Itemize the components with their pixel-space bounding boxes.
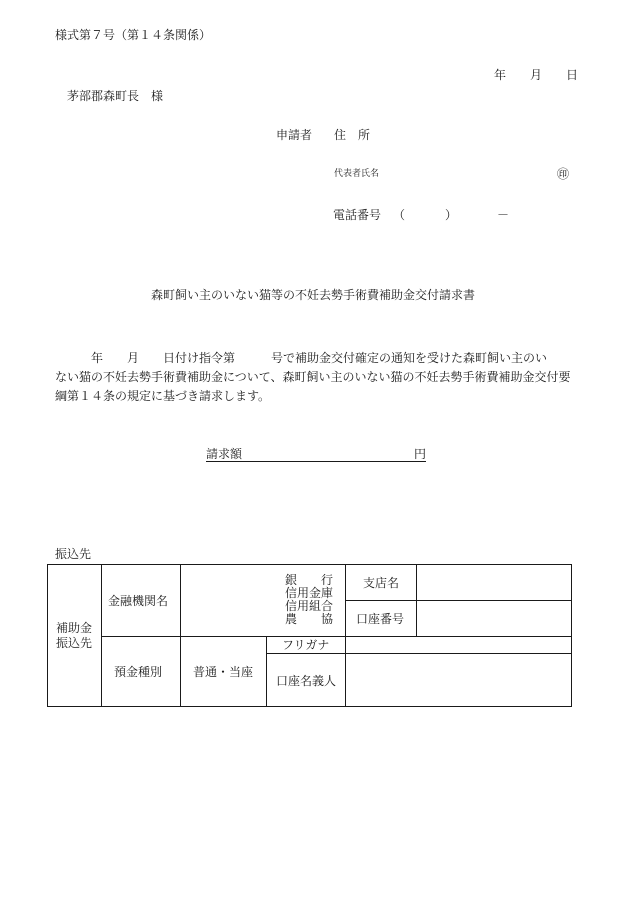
deposit-type-label: 預金種別 — [114, 665, 163, 679]
body-line: 年 月 日付け指令第 号で補助金交付確定の通知を受けた森町飼い主のい — [55, 351, 548, 365]
date-day: 日 — [566, 68, 579, 82]
form-number: 様式第７号（第１４条関係） — [55, 28, 212, 42]
date-year: 年 — [494, 68, 507, 82]
phone-close-paren: ） — [445, 208, 458, 222]
transfer-heading: 振込先 — [55, 547, 92, 561]
claim-amount-line — [206, 448, 426, 462]
claim-amount-unit: 円 — [413, 447, 426, 461]
applicant-block — [276, 129, 370, 141]
body-text — [55, 349, 580, 406]
bank-type: 農 協 — [285, 612, 334, 626]
address-label: 住 所 — [334, 128, 371, 142]
document-title: 森町飼い主のいない猫等の不妊去勢手術費補助金交付請求書 — [151, 288, 476, 302]
date-line — [494, 69, 578, 81]
addressee: 茅部郡森町長 様 — [67, 89, 164, 103]
account-number-label: 口座番号 — [356, 612, 405, 626]
bank-type: 信用金庫 — [285, 586, 334, 600]
institution-label: 金融機関名 — [108, 594, 169, 608]
bank-type: 銀 行 — [285, 573, 334, 587]
phone-open-paren: （ — [393, 208, 406, 222]
date-month: 月 — [530, 68, 543, 82]
group-label-line: 補助金 — [55, 621, 92, 635]
table-group-label — [54, 622, 94, 650]
body-line: 綱第１４条の規定に基づき請求します。 — [55, 389, 271, 403]
applicant-label: 申請者 — [276, 128, 313, 142]
body-line: ない猫の不妊去勢手術費補助金について、森町飼い主のいない猫の不妊去勢手術費補助金交付要 — [55, 370, 571, 384]
seal-mark: ㊞ — [557, 167, 570, 181]
phone-label: 電話番号 — [333, 208, 382, 222]
account-holder-label: 口座名義人 — [276, 674, 337, 688]
branch-label: 支店名 — [363, 576, 400, 590]
bank-types — [285, 574, 341, 626]
representative-label: 代表者氏名 — [334, 169, 380, 179]
deposit-type-value: 普通・当座 — [193, 665, 254, 679]
group-label-line: 振込先 — [55, 636, 92, 650]
phone-dash: － — [497, 208, 510, 222]
furigana-label: フリガナ — [282, 638, 330, 652]
claim-amount-label: 請求額 — [206, 447, 243, 461]
bank-type: 信用組合 — [285, 599, 334, 613]
phone-line — [333, 209, 509, 221]
